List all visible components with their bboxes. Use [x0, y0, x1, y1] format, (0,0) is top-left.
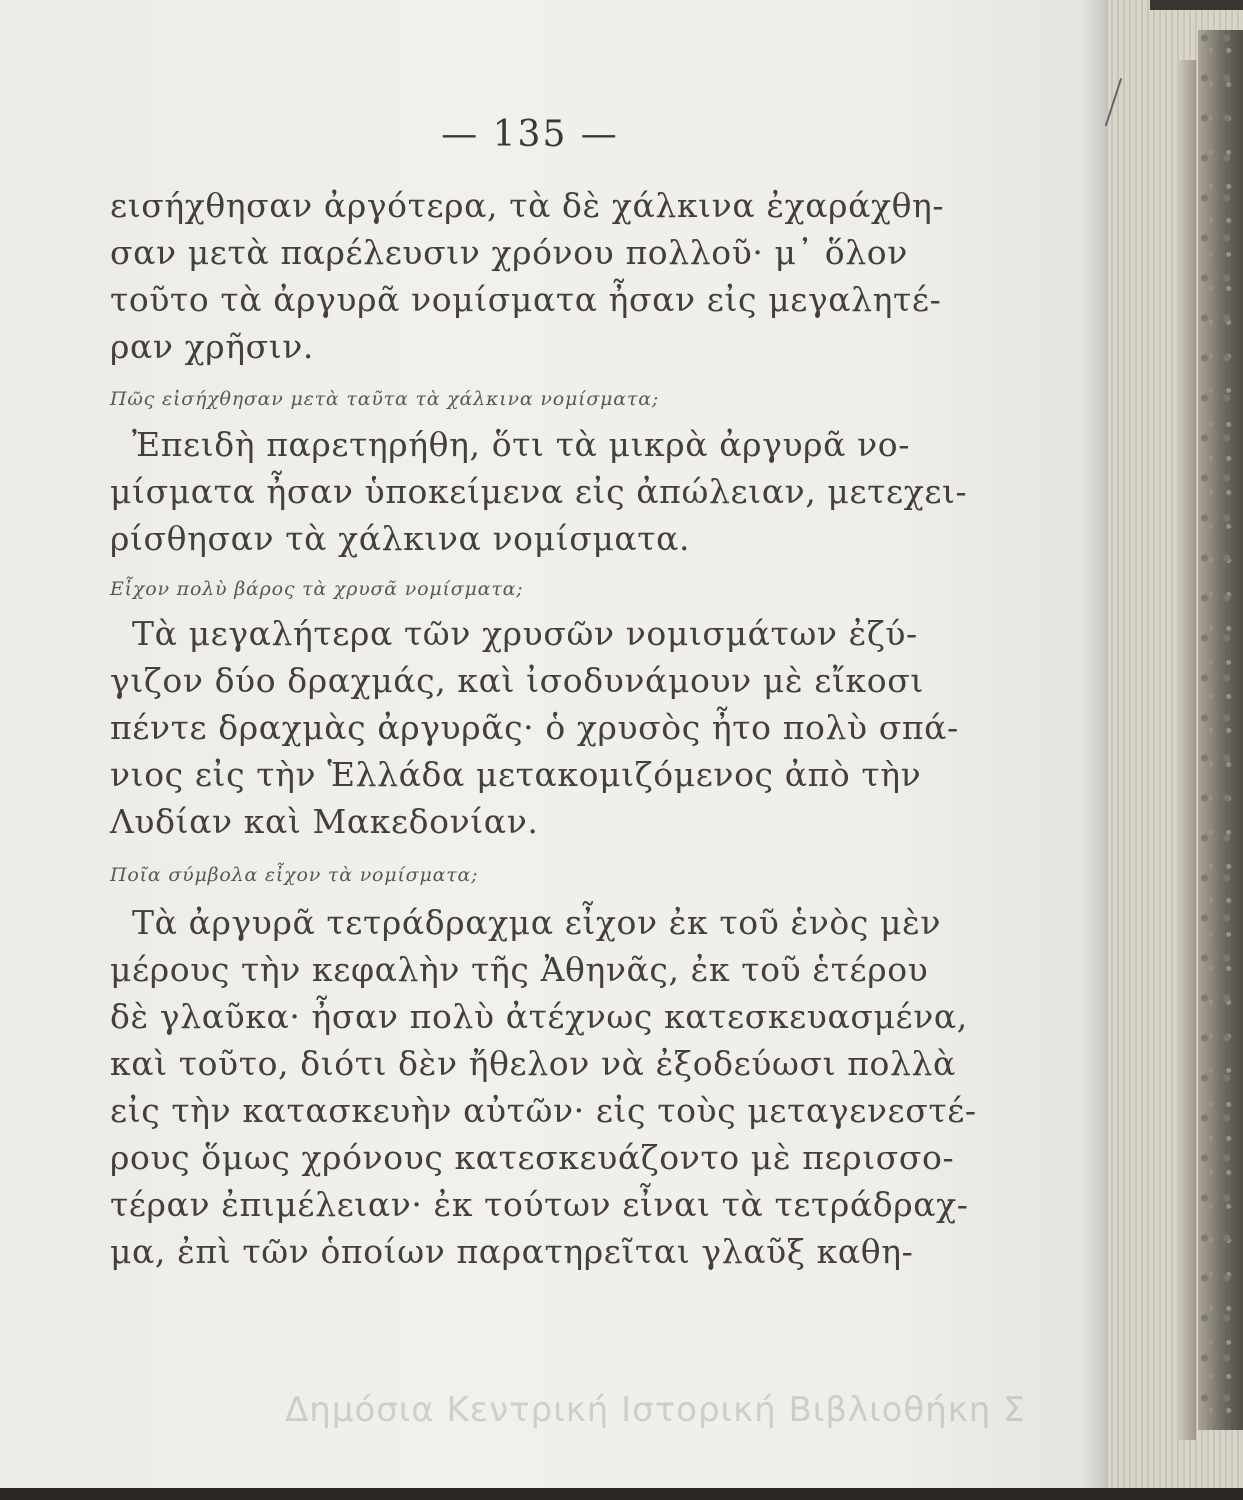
text-line: ρίσθησαν τὰ χάλκινα νομίσματα. — [110, 519, 691, 558]
question-line: Ποῖα σύμβολα εἶχον τὰ νομίσματα; — [110, 864, 479, 886]
text-line: μίσματα ἦσαν ὑποκείμενα εἰς ἀπώλειαν, μετεχει- — [110, 472, 968, 511]
page-edge-band — [1178, 60, 1196, 1440]
text-line: Τὰ ἀργυρᾶ τετράδραχμα εἶχον ἐκ τοῦ ἑνὸς μὲν — [132, 903, 942, 942]
marbled-cover-edge — [1198, 30, 1243, 1430]
text-line: νιος εἰς τὴν Ἑλλάδα μετακομιζόμενος ἀπὸ τὴν — [110, 755, 922, 794]
text-line: ρους ὅμως χρόνους κατεσκευάζοντο μὲ περισσο- — [110, 1138, 955, 1177]
page-number: — 135 — — [441, 114, 619, 155]
text-line: δὲ γλαῦκα· ἦσαν πολὺ ἀτέχνως κατεσκευασμένα, — [110, 997, 968, 1036]
library-watermark: Δημόσια Κεντρική Ιστορική Βιβλιοθήκη Σ — [285, 1390, 1026, 1430]
text-line: καὶ τοῦτο, διότι δὲν ἤθελον νὰ ἐξοδεύωσι πολλὰ — [110, 1044, 956, 1083]
text-line: ραν χρῆσιν. — [110, 327, 315, 366]
text-line: Τὰ μεγαλήτερα τῶν χρυσῶν νομισμάτων ἐζύ- — [132, 614, 918, 653]
text-line: Ἐπειδὴ παρετηρήθη, ὅτι τὰ μικρὰ ἀργυρᾶ νο- — [132, 425, 910, 464]
text-line: μα, ἐπὶ τῶν ὁποίων παρατηρεῖται γλαῦξ καθη- — [110, 1232, 914, 1271]
text-line: τέραν ἐπιμέλειαν· ἐκ τούτων εἶναι τὰ τετράδραχ- — [110, 1185, 969, 1224]
text-line: πέντε δραχμὰς ἀργυρᾶς· ὁ χρυσὸς ἦτο πολὺ σπά- — [110, 708, 959, 747]
question-line: Πῶς εἰσήχθησαν μετὰ ταῦτα τὰ χάλκινα νομίσματα; — [110, 388, 660, 410]
text-line: τοῦτο τὰ ἀργυρᾶ νομίσματα ἦσαν εἰς μεγαλητέ- — [110, 280, 942, 319]
scanner-shadow-top — [1150, 0, 1243, 10]
text-line: εἰς τὴν κατασκευὴν αὐτῶν· εἰς τοὺς μεταγενεστέ- — [110, 1091, 977, 1130]
text-line: Λυδίαν καὶ Μακεδονίαν. — [110, 802, 539, 841]
question-line: Εἶχον πολὺ βάρος τὰ χρυσᾶ νομίσματα; — [110, 578, 524, 600]
text-line: γιζον δύο δραχμάς, καὶ ἰσοδυνάμουν μὲ εἴκοσι — [110, 661, 924, 700]
book-edge-pages — [1108, 0, 1243, 1500]
text-line: σαν μετὰ παρέλευσιν χρόνου πολλοῦ· μ᾽ ὅλον — [110, 233, 908, 272]
scanner-shadow-bottom — [0, 1488, 1243, 1500]
text-line: μέρους τὴν κεφαλὴν τῆς Ἀθηνᾶς, ἐκ τοῦ ἑτέρου — [110, 950, 929, 989]
text-line: εισήχθησαν ἀργότερα, τὰ δὲ χάλκινα ἐχαράχθη- — [110, 186, 945, 225]
